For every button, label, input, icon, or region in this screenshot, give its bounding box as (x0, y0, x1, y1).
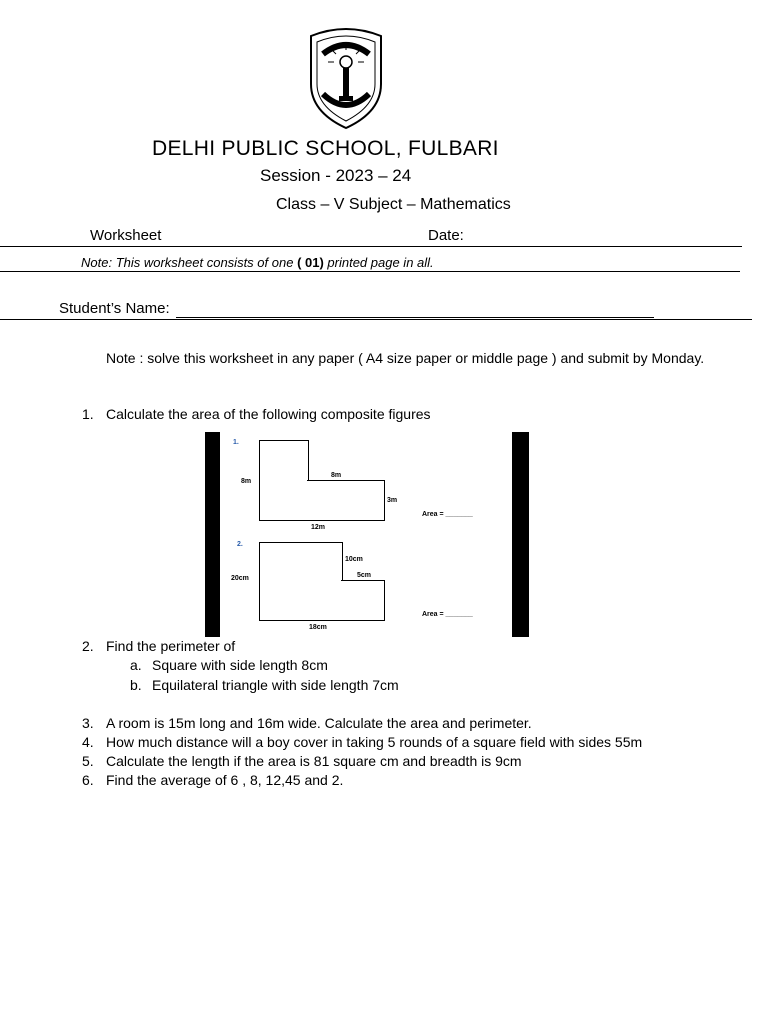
figure-2-bottom-label: 18cm (309, 624, 327, 631)
question-3-text: A room is 15m long and 16m wide. Calculate the area and perimeter. (106, 715, 532, 731)
figure-1-top-label: 8m (331, 472, 342, 479)
question-2b-text: Equilateral triangle with side length 7cm (152, 677, 399, 693)
question-5-text: Calculate the length if the area is 81 square cm and breadth is 9cm (106, 753, 522, 769)
header-rule-2 (0, 271, 740, 272)
figure-2-step-v-label: 10cm (345, 556, 363, 563)
figure-2-upper (259, 542, 343, 581)
student-name-blank[interactable] (176, 317, 654, 318)
figure-2-left-label: 20cm (231, 575, 249, 582)
question-2-number: 2. (82, 638, 94, 654)
question-6-number: 6. (82, 772, 94, 788)
figure-1-step-top (307, 480, 384, 481)
student-name-label: Student’s Name: (59, 300, 170, 317)
figure-2-step-h-label: 5cm (357, 572, 372, 579)
question-1-number: 1. (82, 406, 94, 422)
figure-2-number: 2. (237, 541, 243, 548)
question-1-text: Calculate the area of the following composite figures (106, 406, 431, 422)
figure-1-left-label: 8m (241, 478, 252, 485)
page-note (81, 255, 434, 270)
question-2-text: Find the perimeter of (106, 638, 236, 654)
figure-1-upper (259, 440, 309, 481)
note-label: Note: (81, 255, 113, 270)
question-2b-label: b. (130, 677, 142, 693)
question-3-number: 3. (82, 715, 94, 731)
figure-border-right (512, 432, 529, 637)
figure-1-step-label: 3m (387, 497, 398, 504)
header-rule-3 (0, 319, 752, 320)
question-5-number: 5. (82, 753, 94, 769)
class-subject-text: Class – V Subject – Mathematics (276, 196, 511, 213)
worksheet-label: Worksheet (90, 227, 162, 244)
note-text-pre: This worksheet consists of one (112, 255, 298, 270)
question-4-number: 4. (82, 734, 94, 750)
note-text-bold: ( 01) (297, 255, 324, 270)
question-6-text: Find the average of 6 , 8, 12,45 and 2. (106, 772, 344, 788)
school-name: DELHI PUBLIC SCHOOL, FULBARI (152, 137, 499, 160)
figure-1-area-blank: Area = _______ (422, 511, 473, 518)
question-2a-label: a. (130, 657, 142, 673)
figure-1-number: 1. (233, 439, 239, 446)
figure-1-lower (259, 480, 385, 521)
note-text-post: printed page in all. (323, 255, 434, 270)
date-label: Date: (428, 227, 464, 244)
figure-2-area-blank: Area = _______ (422, 611, 473, 618)
composite-figures-image (205, 432, 529, 637)
question-4-text: How much distance will a boy cover in taking 5 rounds of a square field with sides 55m (106, 734, 643, 750)
figure-2-lower (259, 580, 385, 621)
header-rule-1 (0, 246, 742, 247)
question-2a-text: Square with side length 8cm (152, 657, 328, 673)
figure-border-left (205, 432, 220, 637)
school-crest-logo (303, 24, 389, 130)
figure-2-step-top (341, 580, 384, 581)
figure-1-bottom-label: 12m (311, 524, 326, 531)
instruction-note: Note : solve this worksheet in any paper ( A4 size paper or middle page ) and submit by Monday. (106, 350, 705, 366)
session-text: Session - 2023 – 24 (260, 166, 412, 185)
